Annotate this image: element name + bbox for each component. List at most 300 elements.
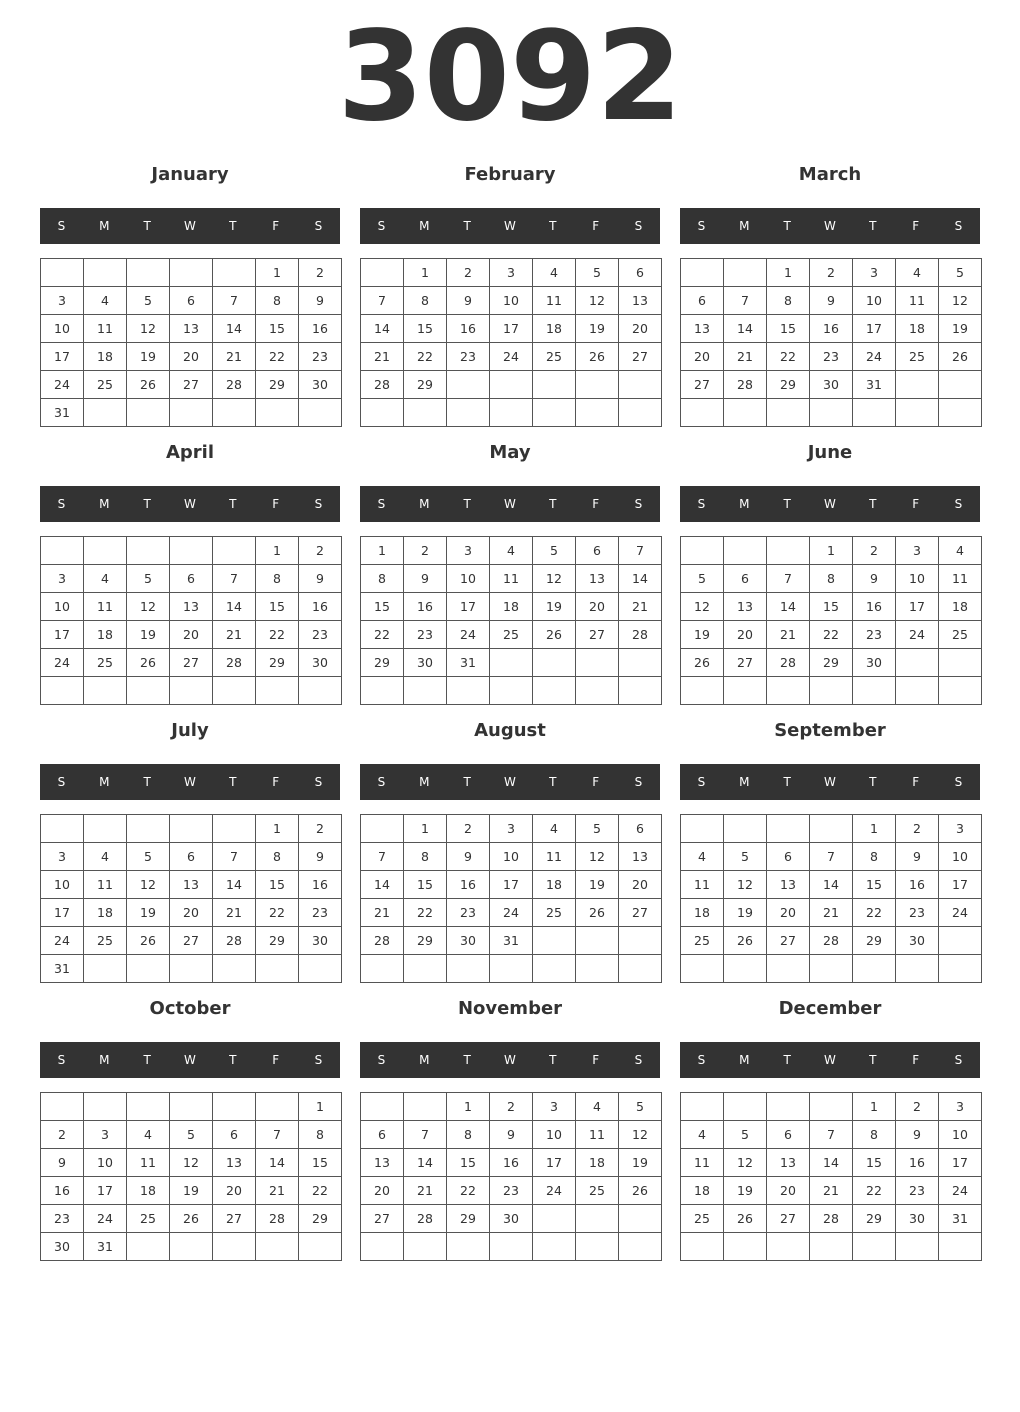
empty-day-cell	[723, 536, 767, 565]
empty-day-cell	[126, 814, 170, 843]
day-grid	[680, 258, 981, 426]
day-cell: 16	[403, 592, 447, 621]
day-cell: 23	[809, 342, 853, 371]
day-cell: 2	[40, 1120, 84, 1149]
day-grid	[360, 258, 661, 426]
day-cell: 25	[83, 648, 127, 677]
day-cell: 5	[938, 258, 982, 287]
empty-day-cell	[680, 814, 724, 843]
day-cell: 10	[852, 286, 896, 315]
day-cell: 11	[532, 842, 576, 871]
day-cell: 7	[212, 564, 256, 593]
day-cell: 22	[360, 620, 404, 649]
weekday-label: W	[184, 1053, 196, 1067]
weekday-label: S	[697, 1053, 706, 1067]
empty-day-cell	[575, 398, 619, 427]
day-cell: 25	[126, 1204, 170, 1233]
empty-day-cell	[618, 370, 662, 399]
day-cell: 21	[809, 898, 853, 927]
day-cell: 25	[83, 926, 127, 955]
weekday-label: F	[912, 219, 920, 233]
day-cell: 22	[255, 342, 299, 371]
day-cell: 8	[360, 564, 404, 593]
day-cell: 13	[169, 314, 213, 343]
day-cell: 15	[809, 592, 853, 621]
weekday-header	[360, 208, 660, 244]
weekday-header	[40, 1042, 340, 1078]
weekday-label: W	[184, 775, 196, 789]
day-cell: 9	[298, 286, 342, 315]
weekday-label: T	[229, 497, 237, 511]
day-cell: 22	[446, 1176, 490, 1205]
day-cell: 27	[723, 648, 767, 677]
year-title: 3092	[337, 5, 683, 149]
empty-day-cell	[489, 370, 533, 399]
empty-day-cell	[723, 1232, 767, 1261]
weekday-label: M	[419, 775, 430, 789]
day-cell: 3	[489, 814, 533, 843]
empty-day-cell	[212, 1092, 256, 1121]
empty-day-cell	[575, 676, 619, 705]
empty-day-cell	[938, 954, 982, 983]
day-cell: 30	[895, 926, 939, 955]
day-cell: 14	[212, 314, 256, 343]
empty-day-cell	[809, 814, 853, 843]
day-cell: 17	[446, 592, 490, 621]
day-cell: 23	[852, 620, 896, 649]
day-cell: 16	[446, 314, 490, 343]
day-cell: 3	[938, 1092, 982, 1121]
day-cell: 9	[852, 564, 896, 593]
weekday-label: T	[463, 497, 471, 511]
empty-day-cell	[680, 536, 724, 565]
empty-day-cell	[255, 1092, 299, 1121]
empty-day-cell	[766, 814, 810, 843]
day-cell: 26	[126, 370, 170, 399]
weekday-label: S	[314, 219, 323, 233]
day-cell: 23	[40, 1204, 84, 1233]
day-cell: 8	[255, 286, 299, 315]
weekday-label: M	[739, 219, 750, 233]
day-cell: 17	[83, 1176, 127, 1205]
empty-day-cell	[618, 676, 662, 705]
weekday-label: M	[419, 219, 430, 233]
day-cell: 26	[680, 648, 724, 677]
day-cell: 4	[83, 564, 127, 593]
empty-day-cell	[126, 954, 170, 983]
day-cell: 14	[766, 592, 810, 621]
day-cell: 4	[532, 258, 576, 287]
day-cell: 12	[938, 286, 982, 315]
day-cell: 12	[575, 286, 619, 315]
day-cell: 10	[938, 1120, 982, 1149]
weekday-label: T	[869, 1053, 877, 1067]
day-cell: 30	[895, 1204, 939, 1233]
day-cell: 31	[83, 1232, 127, 1261]
day-cell: 4	[575, 1092, 619, 1121]
empty-day-cell	[446, 954, 490, 983]
day-cell: 19	[723, 898, 767, 927]
empty-day-cell	[489, 676, 533, 705]
month-name: April	[165, 442, 215, 463]
day-cell: 6	[618, 814, 662, 843]
empty-day-cell	[360, 258, 404, 287]
weekday-label: M	[99, 1053, 110, 1067]
month-name: November	[457, 998, 563, 1019]
weekday-label: T	[143, 1053, 151, 1067]
day-cell: 10	[40, 870, 84, 899]
weekday-label: W	[824, 219, 836, 233]
month-name: January	[151, 164, 229, 185]
day-cell: 2	[489, 1092, 533, 1121]
empty-day-cell	[723, 1092, 767, 1121]
empty-day-cell	[489, 398, 533, 427]
day-cell: 1	[255, 536, 299, 565]
empty-day-cell	[852, 954, 896, 983]
empty-day-cell	[126, 536, 170, 565]
empty-day-cell	[532, 398, 576, 427]
empty-day-cell	[766, 398, 810, 427]
empty-day-cell	[680, 954, 724, 983]
day-cell: 10	[489, 286, 533, 315]
day-cell: 27	[575, 620, 619, 649]
weekday-label: M	[99, 219, 110, 233]
empty-day-cell	[446, 1232, 490, 1261]
empty-day-cell	[489, 1232, 533, 1261]
day-cell: 19	[938, 314, 982, 343]
day-cell: 19	[723, 1176, 767, 1205]
weekday-header	[680, 1042, 980, 1078]
day-cell: 24	[938, 1176, 982, 1205]
day-cell: 16	[40, 1176, 84, 1205]
empty-day-cell	[298, 676, 342, 705]
empty-day-cell	[895, 954, 939, 983]
weekday-header	[360, 486, 660, 522]
weekday-label: T	[463, 219, 471, 233]
empty-day-cell	[169, 1232, 213, 1261]
weekday-label: T	[463, 1053, 471, 1067]
empty-day-cell	[895, 676, 939, 705]
weekday-label: T	[869, 775, 877, 789]
weekday-label: T	[229, 1053, 237, 1067]
day-cell: 4	[83, 286, 127, 315]
empty-day-cell	[723, 398, 767, 427]
day-cell: 2	[895, 814, 939, 843]
empty-day-cell	[723, 954, 767, 983]
weekday-label: S	[314, 1053, 323, 1067]
day-cell: 23	[403, 620, 447, 649]
day-cell: 25	[895, 342, 939, 371]
day-cell: 5	[532, 536, 576, 565]
month-name: September	[774, 720, 886, 741]
day-cell: 24	[895, 620, 939, 649]
day-cell: 28	[255, 1204, 299, 1233]
day-cell: 9	[809, 286, 853, 315]
weekday-label: S	[57, 775, 66, 789]
day-cell: 1	[298, 1092, 342, 1121]
day-cell: 31	[40, 954, 84, 983]
day-cell: 1	[255, 258, 299, 287]
day-cell: 28	[723, 370, 767, 399]
day-cell: 13	[618, 842, 662, 871]
day-cell: 22	[766, 342, 810, 371]
day-cell: 20	[723, 620, 767, 649]
weekday-label: T	[783, 219, 791, 233]
day-cell: 18	[895, 314, 939, 343]
day-cell: 19	[126, 898, 170, 927]
day-cell: 4	[83, 842, 127, 871]
day-cell: 19	[126, 342, 170, 371]
day-cell: 1	[360, 536, 404, 565]
weekday-label: T	[783, 1053, 791, 1067]
day-cell: 8	[766, 286, 810, 315]
day-cell: 28	[809, 926, 853, 955]
empty-day-cell	[403, 676, 447, 705]
day-cell: 7	[809, 842, 853, 871]
day-cell: 23	[489, 1176, 533, 1205]
empty-day-cell	[126, 1092, 170, 1121]
day-grid	[40, 536, 341, 704]
day-grid	[360, 1092, 661, 1260]
empty-day-cell	[680, 258, 724, 287]
day-cell: 21	[618, 592, 662, 621]
day-cell: 7	[360, 842, 404, 871]
day-cell: 20	[618, 314, 662, 343]
day-cell: 9	[895, 1120, 939, 1149]
day-cell: 6	[169, 842, 213, 871]
day-cell: 19	[126, 620, 170, 649]
day-cell: 21	[403, 1176, 447, 1205]
day-cell: 12	[680, 592, 724, 621]
empty-day-cell	[895, 648, 939, 677]
weekday-label: T	[143, 497, 151, 511]
weekday-label: F	[592, 1053, 600, 1067]
day-cell: 27	[766, 1204, 810, 1233]
day-cell: 29	[809, 648, 853, 677]
empty-day-cell	[680, 1232, 724, 1261]
day-cell: 8	[446, 1120, 490, 1149]
empty-day-cell	[40, 676, 84, 705]
day-cell: 1	[446, 1092, 490, 1121]
empty-day-cell	[680, 676, 724, 705]
day-cell: 24	[852, 342, 896, 371]
day-cell: 27	[618, 898, 662, 927]
empty-day-cell	[83, 536, 127, 565]
day-cell: 2	[446, 258, 490, 287]
empty-day-cell	[40, 814, 84, 843]
empty-day-cell	[489, 954, 533, 983]
day-cell: 6	[169, 286, 213, 315]
day-cell: 22	[852, 1176, 896, 1205]
day-cell: 1	[766, 258, 810, 287]
empty-day-cell	[255, 1232, 299, 1261]
day-cell: 28	[212, 926, 256, 955]
day-cell: 7	[618, 536, 662, 565]
day-cell: 29	[255, 648, 299, 677]
month-name: March	[798, 164, 862, 185]
empty-day-cell	[532, 370, 576, 399]
day-cell: 8	[403, 842, 447, 871]
empty-day-cell	[255, 954, 299, 983]
day-cell: 8	[255, 842, 299, 871]
day-cell: 18	[489, 592, 533, 621]
weekday-label: T	[549, 497, 557, 511]
weekday-label: S	[634, 219, 643, 233]
day-cell: 27	[680, 370, 724, 399]
day-cell: 15	[255, 592, 299, 621]
empty-day-cell	[126, 676, 170, 705]
day-grid	[40, 1092, 341, 1260]
empty-day-cell	[126, 1232, 170, 1261]
day-cell: 17	[895, 592, 939, 621]
month-name: July	[171, 720, 209, 741]
day-cell: 17	[532, 1148, 576, 1177]
day-cell: 7	[723, 286, 767, 315]
day-cell: 9	[489, 1120, 533, 1149]
day-cell: 25	[532, 342, 576, 371]
day-cell: 29	[446, 1204, 490, 1233]
day-cell: 23	[298, 898, 342, 927]
month-name: August	[474, 720, 546, 741]
day-cell: 26	[169, 1204, 213, 1233]
empty-day-cell	[723, 258, 767, 287]
day-cell: 9	[298, 564, 342, 593]
empty-day-cell	[575, 370, 619, 399]
day-cell: 24	[40, 648, 84, 677]
day-cell: 17	[938, 870, 982, 899]
weekday-label: M	[419, 1053, 430, 1067]
empty-day-cell	[83, 398, 127, 427]
day-cell: 21	[212, 898, 256, 927]
empty-day-cell	[360, 676, 404, 705]
day-cell: 29	[766, 370, 810, 399]
day-cell: 5	[618, 1092, 662, 1121]
day-cell: 26	[126, 926, 170, 955]
weekday-label: T	[783, 775, 791, 789]
day-cell: 13	[360, 1148, 404, 1177]
day-cell: 5	[680, 564, 724, 593]
empty-day-cell	[852, 1232, 896, 1261]
day-cell: 19	[532, 592, 576, 621]
day-cell: 11	[680, 1148, 724, 1177]
day-cell: 30	[446, 926, 490, 955]
empty-day-cell	[169, 258, 213, 287]
empty-day-cell	[809, 1092, 853, 1121]
day-cell: 13	[618, 286, 662, 315]
day-cell: 16	[298, 592, 342, 621]
day-cell: 6	[618, 258, 662, 287]
weekday-label: F	[272, 219, 280, 233]
day-cell: 31	[40, 398, 84, 427]
day-cell: 20	[680, 342, 724, 371]
empty-day-cell	[575, 1232, 619, 1261]
day-cell: 13	[169, 592, 213, 621]
day-cell: 1	[809, 536, 853, 565]
weekday-header	[360, 1042, 660, 1078]
day-cell: 28	[618, 620, 662, 649]
empty-day-cell	[212, 814, 256, 843]
weekday-header	[40, 486, 340, 522]
day-cell: 11	[489, 564, 533, 593]
day-cell: 24	[40, 926, 84, 955]
day-cell: 10	[532, 1120, 576, 1149]
weekday-label: T	[783, 497, 791, 511]
weekday-header	[680, 208, 980, 244]
day-cell: 2	[895, 1092, 939, 1121]
day-cell: 3	[446, 536, 490, 565]
empty-day-cell	[618, 1204, 662, 1233]
empty-day-cell	[809, 398, 853, 427]
day-cell: 5	[126, 564, 170, 593]
day-grid	[680, 814, 981, 982]
day-cell: 31	[852, 370, 896, 399]
day-cell: 15	[766, 314, 810, 343]
empty-day-cell	[83, 954, 127, 983]
day-cell: 13	[766, 1148, 810, 1177]
weekday-label: W	[824, 1053, 836, 1067]
empty-day-cell	[809, 676, 853, 705]
empty-day-cell	[895, 1232, 939, 1261]
day-cell: 22	[298, 1176, 342, 1205]
day-cell: 14	[360, 314, 404, 343]
day-cell: 5	[126, 286, 170, 315]
day-cell: 12	[618, 1120, 662, 1149]
day-cell: 6	[766, 842, 810, 871]
weekday-label: S	[634, 775, 643, 789]
day-cell: 17	[489, 314, 533, 343]
day-cell: 11	[938, 564, 982, 593]
day-cell: 9	[403, 564, 447, 593]
empty-day-cell	[618, 926, 662, 955]
empty-day-cell	[809, 954, 853, 983]
weekday-label: T	[229, 775, 237, 789]
day-cell: 31	[489, 926, 533, 955]
weekday-label: F	[272, 775, 280, 789]
empty-day-cell	[895, 398, 939, 427]
day-cell: 18	[575, 1148, 619, 1177]
empty-day-cell	[575, 926, 619, 955]
day-cell: 30	[298, 370, 342, 399]
day-cell: 4	[532, 814, 576, 843]
day-cell: 9	[298, 842, 342, 871]
day-cell: 21	[212, 620, 256, 649]
weekday-label: W	[504, 775, 516, 789]
weekday-header	[40, 764, 340, 800]
empty-day-cell	[212, 398, 256, 427]
day-cell: 15	[298, 1148, 342, 1177]
day-grid	[680, 536, 981, 704]
weekday-label: F	[272, 1053, 280, 1067]
day-cell: 24	[83, 1204, 127, 1233]
month-name: October	[149, 998, 231, 1019]
empty-day-cell	[169, 814, 213, 843]
day-cell: 18	[83, 342, 127, 371]
empty-day-cell	[938, 926, 982, 955]
day-cell: 20	[766, 1176, 810, 1205]
day-cell: 20	[575, 592, 619, 621]
day-cell: 29	[403, 370, 447, 399]
day-cell: 31	[938, 1204, 982, 1233]
empty-day-cell	[403, 954, 447, 983]
day-cell: 30	[40, 1232, 84, 1261]
day-cell: 11	[895, 286, 939, 315]
day-cell: 16	[809, 314, 853, 343]
day-cell: 17	[40, 898, 84, 927]
day-cell: 26	[618, 1176, 662, 1205]
day-cell: 30	[489, 1204, 533, 1233]
empty-day-cell	[766, 954, 810, 983]
empty-day-cell	[575, 648, 619, 677]
